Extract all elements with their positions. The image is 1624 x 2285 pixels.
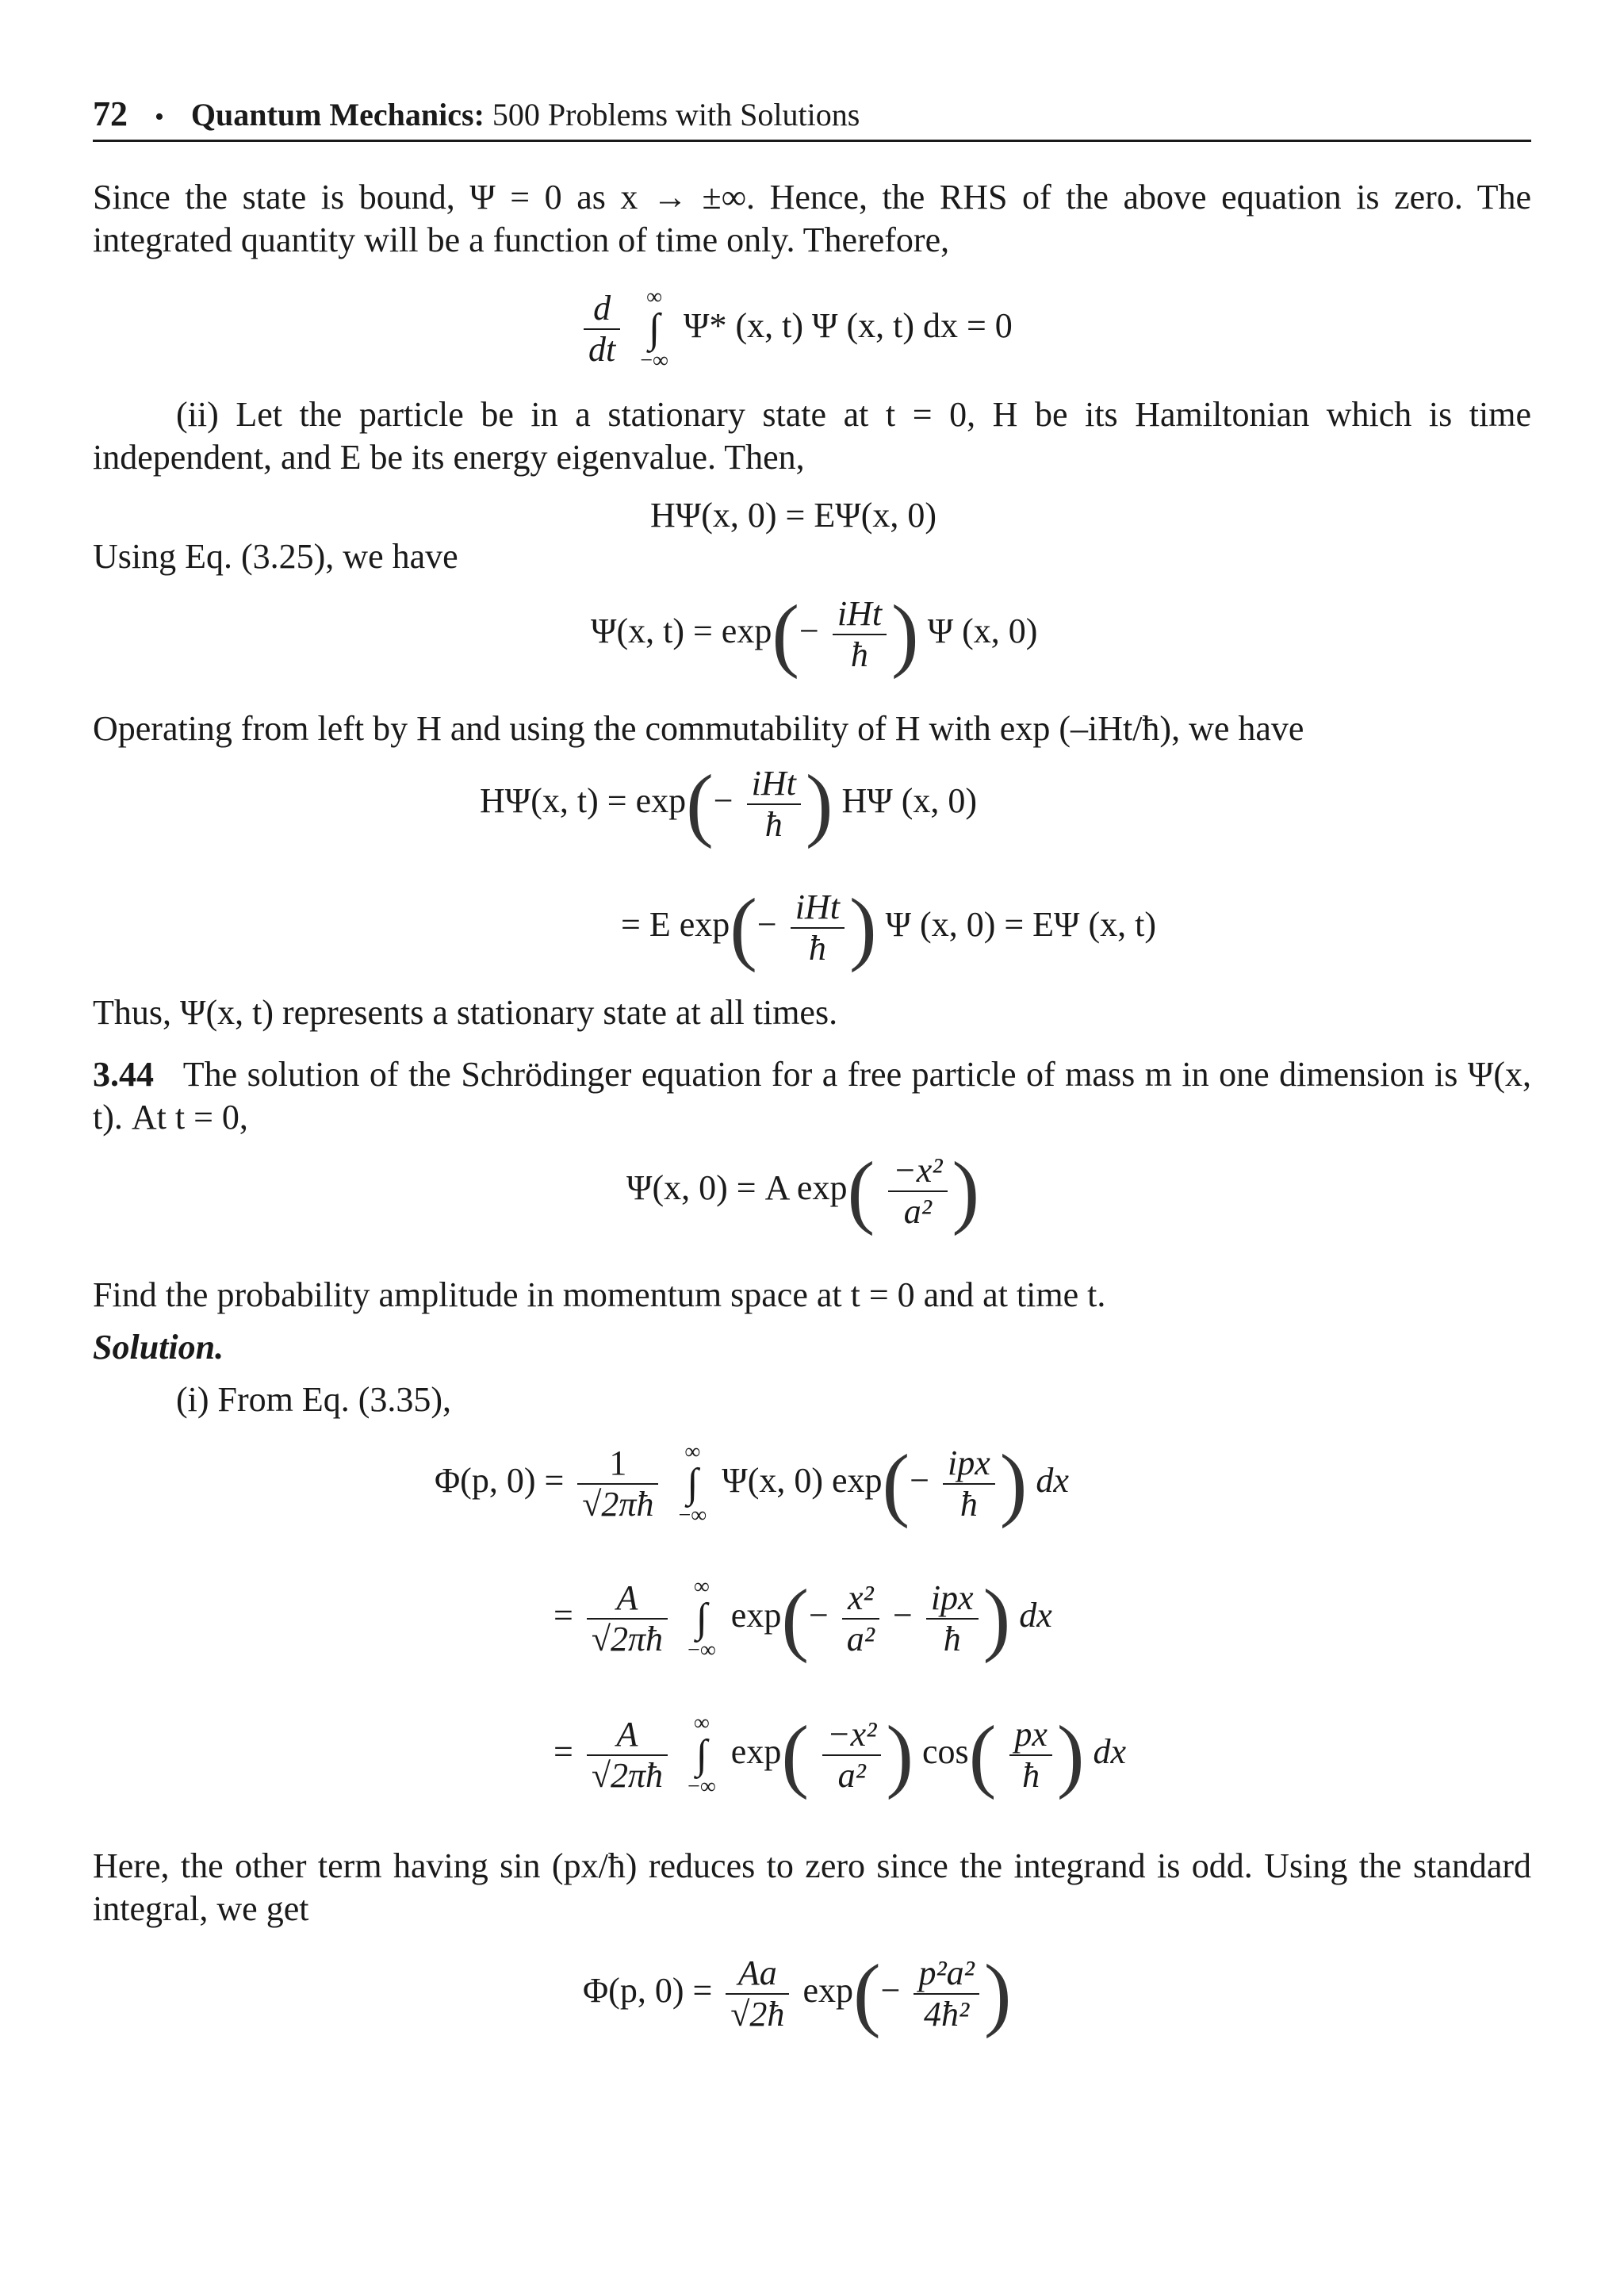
exp-label: exp (730, 1596, 782, 1635)
right-paren: ) (886, 1709, 914, 1800)
frac-den: ħ (943, 1620, 961, 1658)
equation-time-evolution (591, 589, 1038, 680)
frac-num: x² (848, 1578, 874, 1617)
upper-limit: ∞ (684, 1440, 701, 1464)
frac-num: Aa (737, 1953, 777, 1992)
eq-equals: = (553, 1732, 573, 1772)
frac-den: a² (837, 1756, 866, 1795)
minus-sign-2: − (893, 1596, 913, 1635)
upper-limit: ∞ (693, 1711, 710, 1735)
problem-statement (93, 1053, 1531, 1139)
book-title: Quantum Mechanics: (190, 97, 485, 132)
equation-expanded-integral (553, 1575, 1052, 1662)
frac-num: p²a² (918, 1953, 975, 1992)
paragraph-thus: Thus, Ψ(x, t) represents a stationary state at all times. (93, 993, 838, 1032)
exponent-fraction (888, 1151, 947, 1232)
left-paren: ( (882, 1438, 910, 1529)
running-header (93, 89, 1531, 142)
integral-symbol: ∫ (648, 306, 661, 351)
equation-hamiltonian-operating (480, 758, 978, 849)
differential: dx (1036, 1461, 1069, 1501)
frac-den: √2ħ (730, 1995, 785, 2034)
solution-label: Solution. (93, 1328, 224, 1367)
minus-sign: − (880, 1971, 901, 2011)
eq-lhs: = E exp (621, 905, 730, 945)
right-paren: ) (982, 1573, 1011, 1664)
left-paren-2: ( (968, 1709, 997, 1800)
left-paren: ( (686, 758, 714, 849)
eq-rhs: HΨ (x, 0) (841, 781, 978, 821)
problem-number: 3.44 (93, 1055, 154, 1094)
eq-rhs: Ψ (x, 0) = EΨ (x, t) (885, 905, 1157, 945)
integrand: Ψ* (x, t) Ψ (x, t) dx = 0 (684, 306, 1013, 346)
derivative-fraction (584, 289, 620, 370)
frac-num: px (1014, 1715, 1048, 1754)
right-paren: ) (848, 882, 877, 973)
phase-fraction (926, 1578, 979, 1659)
right-paren-2: ) (1056, 1709, 1085, 1800)
integral-symbol: ∫ (687, 1461, 699, 1506)
prefactor-fraction (587, 1578, 668, 1659)
lower-limit: −∞ (640, 348, 668, 373)
problem-text: The solution of the Schrödinger equation for a free particle of mass m in one dimension is Ψ(x, t). At t = 0, (93, 1055, 1531, 1137)
eq-lhs: Ψ(x, 0) = A exp (626, 1168, 848, 1208)
frac-num: d (593, 289, 611, 328)
eq-rhs: Ψ (x, 0) (927, 612, 1038, 651)
exp-label: exp (635, 781, 687, 821)
lower-limit: −∞ (678, 1503, 707, 1528)
integral-sign (688, 1712, 716, 1799)
frac-num: A (616, 1578, 638, 1617)
left-paren: ( (847, 1145, 875, 1236)
minus-sign: − (799, 612, 819, 651)
frac-num: A (616, 1715, 638, 1754)
exponent-fraction (914, 1953, 979, 2034)
frac-num: iHt (751, 764, 796, 803)
book-subtitle: 500 Problems with Solutions (492, 97, 860, 132)
integral-sign (640, 286, 668, 373)
equation-norm-conservation (579, 286, 1013, 373)
differential: dx (1093, 1732, 1127, 1772)
frac-den: a² (903, 1192, 932, 1231)
exponent-fraction (791, 888, 845, 968)
right-paren: ) (999, 1438, 1028, 1529)
equation-momentum-amplitude (435, 1440, 1069, 1528)
cosine-fraction (1009, 1715, 1052, 1796)
frac-den: dt (588, 330, 616, 369)
integral-symbol: ∫ (695, 1596, 708, 1641)
paragraph-stationary-state: (ii) Let the particle be in a stationary state at t = 0, H be its Hamiltonian which is time independent, and E be its energy eigenvalue. Then, (93, 395, 1531, 477)
upper-limit: ∞ (646, 285, 663, 309)
upper-limit: ∞ (693, 1574, 710, 1599)
exp-label: exp (730, 1732, 782, 1772)
frac-den: √2πħ (582, 1485, 654, 1524)
left-paren: ( (781, 1709, 809, 1800)
right-paren: ) (952, 1145, 980, 1236)
left-paren: ( (852, 1948, 881, 2039)
gaussian-fraction (822, 1715, 881, 1796)
paragraph-find: Find the probability amplitude in momentum space at t = 0 and at time t. (93, 1275, 1106, 1314)
paragraph-bound-state: Since the state is bound, Ψ = 0 as x → ±∞. Hence, the RHS of the above equation is zero. The integrated quantity will be a function of time only. Therefore, (93, 178, 1531, 259)
frac-num: −x² (826, 1715, 877, 1754)
minus-sign: − (756, 905, 777, 945)
exponent-fraction (747, 764, 801, 845)
frac-num: 1 (609, 1443, 627, 1482)
equation-cosine-integral (553, 1709, 1127, 1800)
frac-den: ħ (1022, 1756, 1040, 1795)
paragraph-operating: Operating from left by H and using the commutability of H with exp (–iHt/ħ), we have (93, 709, 1304, 748)
integral-symbol: ∫ (695, 1732, 708, 1777)
minus-sign: − (713, 781, 733, 821)
right-paren: ) (805, 758, 833, 849)
equation-momentum-result (583, 1948, 1012, 2039)
frac-num: iHt (795, 888, 840, 926)
frac-den: ħ (850, 635, 868, 674)
left-paren: ( (772, 589, 799, 680)
lower-limit: −∞ (688, 1638, 716, 1662)
exponent-fraction (943, 1443, 995, 1524)
right-paren: ) (891, 589, 919, 680)
frac-den: ħ (959, 1485, 978, 1524)
minus-sign: − (808, 1596, 829, 1635)
frac-num: −x² (893, 1151, 943, 1190)
equation-initial-wavefunction (626, 1145, 980, 1236)
cos-label: cos (922, 1732, 969, 1772)
prefactor-fraction (726, 1953, 789, 2034)
header-bullet: • (155, 102, 164, 132)
eq-lhs: Φ(p, 0) = (583, 1971, 713, 2011)
minus-sign: − (910, 1461, 930, 1501)
eq-equals: = (553, 1596, 573, 1635)
exp-label: exp (802, 1971, 853, 2011)
frac-den: a² (846, 1620, 875, 1658)
page-number: 72 (93, 94, 128, 133)
frac-den: √2πħ (591, 1756, 664, 1795)
frac-den: ħ (764, 805, 783, 844)
differential: dx (1019, 1596, 1052, 1635)
eq-lhs: Ψ(x, t) = exp (591, 612, 772, 651)
left-paren: ( (781, 1573, 809, 1664)
paragraph-from-eq: (i) From Eq. (3.35), (176, 1380, 452, 1419)
prefactor-fraction (577, 1443, 658, 1524)
right-paren: ) (983, 1948, 1012, 2039)
frac-num: ipx (948, 1443, 990, 1482)
left-paren: ( (730, 882, 757, 973)
integral-sign (678, 1440, 707, 1528)
eq-lhs: Φ(p, 0) = (435, 1461, 565, 1501)
gaussian-fraction (842, 1578, 879, 1659)
frac-den: 4ħ² (924, 1995, 970, 2034)
exponent-fraction (833, 594, 887, 675)
lower-limit: −∞ (688, 1774, 716, 1799)
frac-num: iHt (837, 594, 883, 633)
eq-lhs: HΨ(x, t) = (480, 781, 627, 821)
frac-den: √2πħ (591, 1620, 664, 1658)
equation-stationary-result (621, 882, 1157, 973)
paragraph-using-eq: Using Eq. (3.25), we have (93, 537, 458, 576)
prefactor-fraction (587, 1715, 668, 1796)
frac-num: ipx (930, 1578, 974, 1617)
eq-middle: Ψ(x, 0) exp (722, 1461, 883, 1501)
equation-eigenvalue: HΨ(x, 0) = EΨ(x, 0) (650, 496, 937, 535)
integral-sign (688, 1575, 716, 1662)
frac-den: ħ (808, 929, 826, 968)
paragraph-odd-integrand: Here, the other term having sin (px/ħ) reduces to zero since the integrand is odd. Using the standard integral, we get (93, 1846, 1531, 1928)
